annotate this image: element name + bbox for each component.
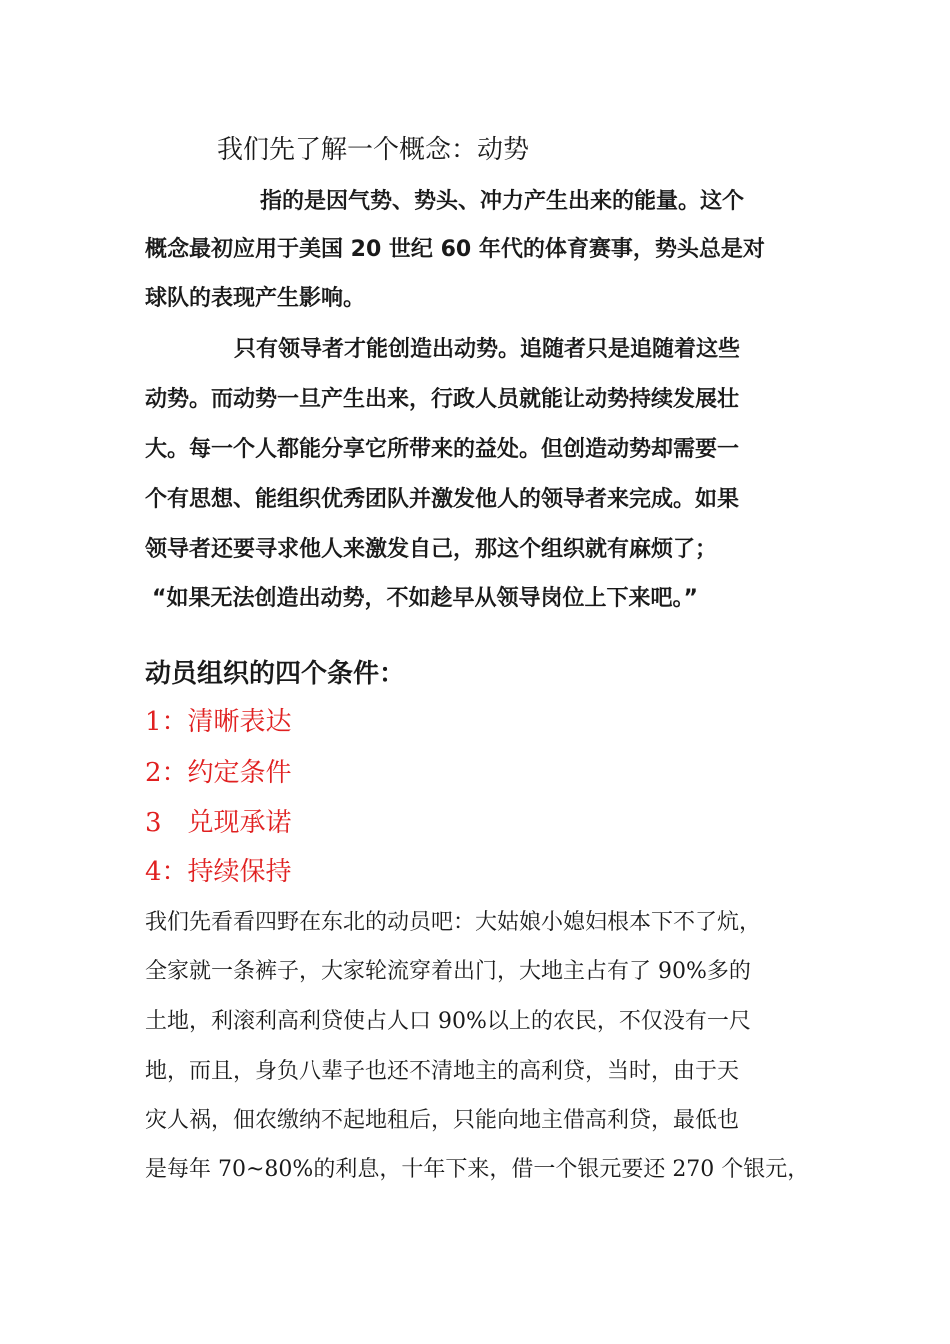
paragraph1-line-1: 指的是因气势、势头、冲力产生出来的能量。这个 <box>260 189 745 214</box>
paragraph3-line-6: 是每年 70~80%的利息，十年下来，借一个银元要还 270 个银元， <box>145 1157 810 1182</box>
paragraph2-line-3: 大。每一个人都能分享它所带来的益处。但创造动势却需要一 <box>145 437 740 462</box>
condition-item-3: 3 兑现承诺 <box>145 808 292 838</box>
condition-item-1: 1：清晰表达 <box>145 707 292 737</box>
paragraph2-line-6: “如果无法创造出动势，不如趁早从领导岗位上下来吧。” <box>152 586 698 611</box>
section-heading: 动员组织的四个条件： <box>145 659 406 689</box>
paragraph2-line-1: 只有领导者才能创造出动势。追随者只是追随着这些 <box>234 337 741 362</box>
paragraph2-line-4: 个有思想、能组织优秀团队并激发他人的领导者来完成。如果 <box>145 487 740 512</box>
paragraph3-line-2: 全家就一条裤子，大家轮流穿着出门，大地主占有了 90%多的 <box>145 959 751 984</box>
paragraph3-line-4: 地，而且，身负八辈子也还不清地主的高利贷，当时，由于天 <box>145 1059 740 1084</box>
condition-item-2: 2：约定条件 <box>145 758 292 788</box>
page-title: 我们先了解一个概念：动势 <box>217 135 530 165</box>
paragraph3-line-5: 灾人祸，佃农缴纳不起地租后，只能向地主借高利贷，最低也 <box>145 1108 740 1133</box>
condition-item-4: 4：持续保持 <box>145 857 292 887</box>
paragraph1-line-2: 概念最初应用于美国 20 世纪 60 年代的体育赛事，势头总是对 <box>145 237 765 262</box>
paragraph2-line-5: 领导者还要寻求他人来激发自己，那这个组织就有麻烦了； <box>145 537 718 562</box>
paragraph2-line-2: 动势。而动势一旦产生出来，行政人员就能让动势持续发展壮 <box>145 387 740 412</box>
paragraph1-line-3: 球队的表现产生影响。 <box>145 286 366 311</box>
paragraph3-line-1: 我们先看看四野在东北的动员吧：大姑娘小媳妇根本下不了炕， <box>145 910 762 935</box>
paragraph3-line-3: 土地，利滚利高利贷使占人口 90%以上的农民，不仅没有一尺 <box>145 1009 751 1034</box>
